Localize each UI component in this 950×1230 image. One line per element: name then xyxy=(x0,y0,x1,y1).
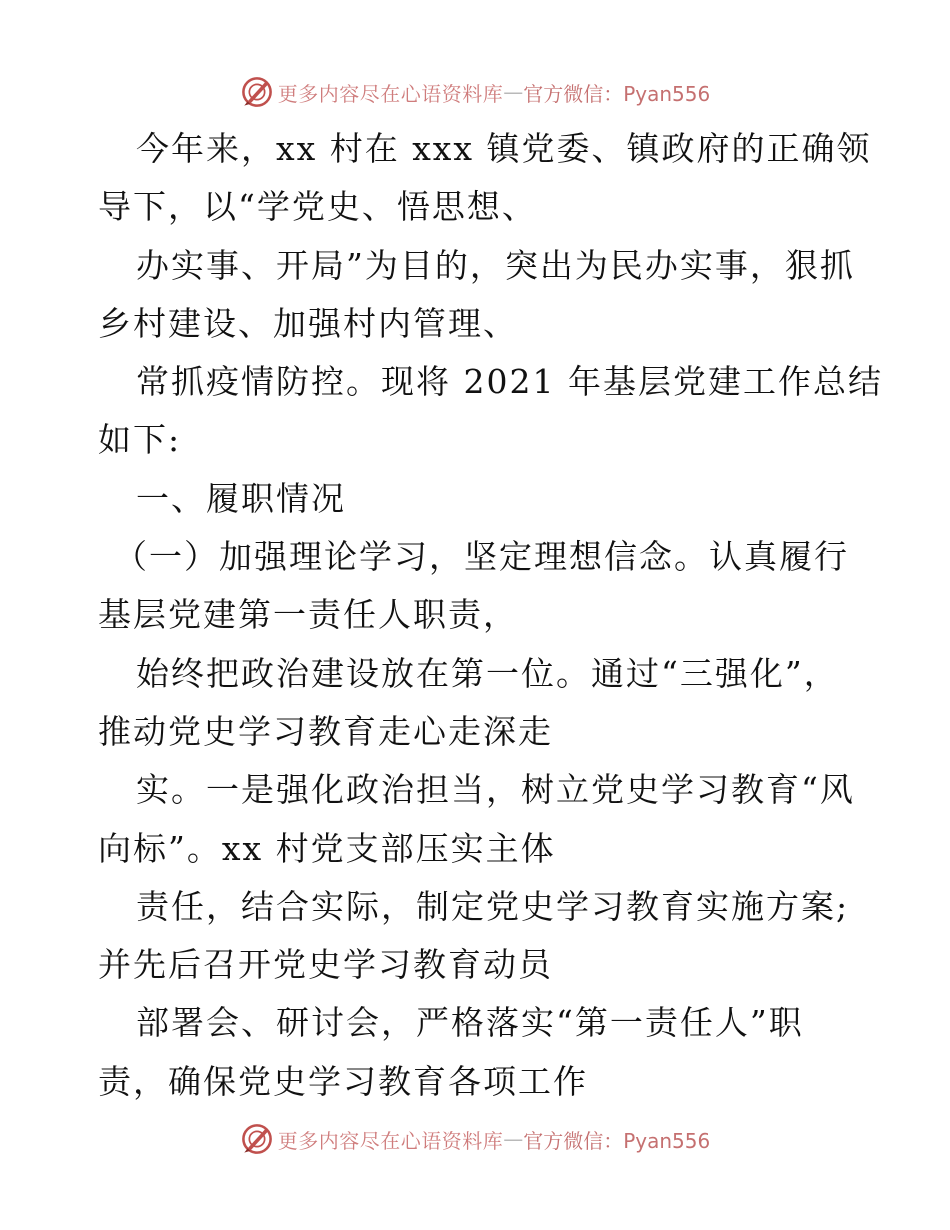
paragraph-line: 责，确保党史学习教育各项工作 xyxy=(98,1061,588,1101)
banner-wechat-text: 官方微信：Pyan556 xyxy=(523,81,711,106)
paragraph-line: 并先后召开党史学习教育动员 xyxy=(98,945,553,985)
banner-separator: — xyxy=(503,1127,524,1151)
paragraph-line: 推动党史学习教育走心走深走 xyxy=(98,711,553,751)
paragraph-line: 基层党建第一责任人职责， xyxy=(98,595,518,635)
section-heading: 一、履职情况 xyxy=(136,478,346,518)
paragraph-line: 向标”。xx 村党支部压实主体 xyxy=(98,828,556,868)
banner-main-text: 更多内容尽在心语资料库 xyxy=(277,81,504,106)
subsection-heading: （一）加强理论学习，坚定理想信念。认真履行 xyxy=(114,537,849,577)
paragraph-line: 乡村建设、加强村内管理、 xyxy=(98,303,518,343)
paragraph-line: 如下: xyxy=(98,420,182,460)
paragraph-line: 常抓疫情防控。现将 2021 年基层党建工作总结 xyxy=(136,362,883,402)
document-body xyxy=(98,120,883,1111)
paragraph-line: 导下，以“学党史、悟思想、 xyxy=(98,187,537,227)
banner-wechat-text: 官方微信：Pyan556 xyxy=(523,1128,711,1153)
paragraph-line: 始终把政治建设放在第一位。通过“三强化”， xyxy=(136,653,839,693)
paragraph-line: 部署会、研讨会，严格落实“第一责任人”职 xyxy=(136,1003,804,1043)
banner-separator: — xyxy=(503,80,524,104)
pen-logo-icon xyxy=(240,1122,274,1156)
footer-banner xyxy=(0,1119,950,1159)
paragraph-line: 办实事、开局”为目的，突出为民办实事，狠抓 xyxy=(136,245,855,285)
header-banner xyxy=(0,72,950,112)
paragraph-line: 今年来，xx 村在 xxx 镇党委、镇政府的正确领 xyxy=(136,129,872,168)
paragraph-line: 实。一是强化政治担当，树立党史学习教育“风 xyxy=(136,770,855,810)
paragraph-line: 责任，结合实际，制定党史学习教育实施方案; xyxy=(136,886,850,926)
pen-logo-icon xyxy=(240,75,274,109)
banner-main-text: 更多内容尽在心语资料库 xyxy=(277,1128,504,1153)
